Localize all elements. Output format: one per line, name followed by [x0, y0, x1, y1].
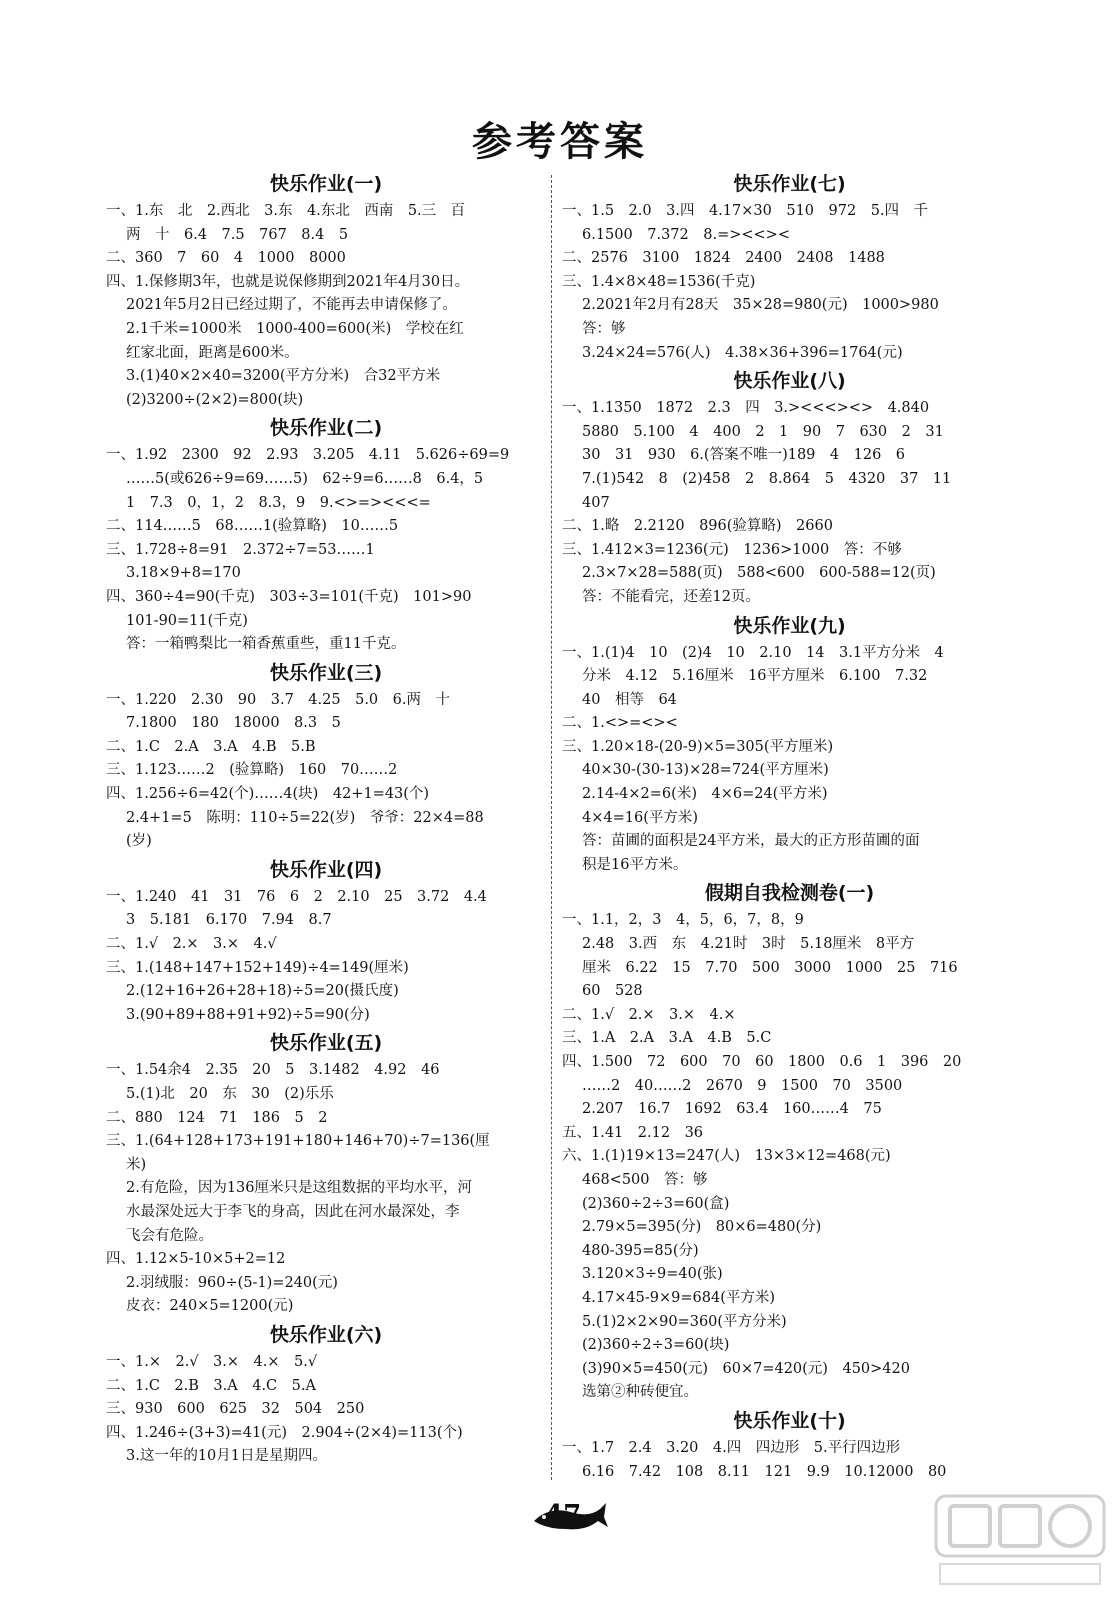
- answer-line: 2.有危险，因为136厘米只是这组数据的平均水平，河: [126, 1180, 473, 1197]
- right-column: [562, 168, 1017, 1484]
- answer-line: 3.这一年的10月1日是星期四。: [126, 1448, 328, 1465]
- answer-line: 2.羽绒服：960÷(5-1)=240(元): [126, 1274, 338, 1291]
- answer-line: 7.1800 180 18000 8.3 5: [126, 715, 341, 732]
- answer-line: (2)3200÷(2×2)=800(块): [126, 391, 304, 408]
- answer-line: 7.(1)542 8 (2)458 2 8.864 5 4320 37 11: [582, 470, 952, 487]
- section-heading: 快乐作业(九): [733, 614, 846, 637]
- answer-line: 480-395=85(分): [582, 1242, 699, 1259]
- answer-line: 30 31 930 6.(答案不唯一)189 4 126 6: [582, 447, 906, 464]
- answer-line: 2.79×5=395(分) 80×6=480(分): [582, 1219, 822, 1236]
- answer-line: 2021年5月2日已经过期了，不能再去申请保修了。: [126, 297, 457, 314]
- answer-line: 40 相等 64: [582, 691, 677, 708]
- answer-line: 3.(90+89+88+91+92)÷5=90(分): [126, 1006, 370, 1023]
- section-heading: 快乐作业(二): [269, 417, 383, 440]
- watermark-logo-icon: [930, 1490, 1110, 1590]
- section-heading: 快乐作业(四): [269, 858, 383, 881]
- answer-line: 二、1.C 2.A 3.A 4.B 5.B: [106, 738, 316, 755]
- answer-line: 4×4=16(平方米): [582, 809, 699, 826]
- answer-line: 分米 4.12 5.16厘米 16平方厘米 6.100 7.32: [582, 668, 928, 685]
- answer-line: 四、1.保修期3年，也就是说保修期到2021年4月30日。: [106, 273, 470, 290]
- answer-line: 2.14-4×2=6(米) 4×6=24(平方米): [582, 786, 828, 803]
- answer-line: 2.207 16.7 1692 63.4 160……4 75: [582, 1101, 882, 1118]
- answer-line: 5.(1)2×2×90=360(平方分米): [582, 1313, 787, 1330]
- answer-line: ……5(或626÷9=69……5) 62÷9=6……8 6.4，5: [126, 470, 484, 487]
- answer-line: 468<500 答：够: [582, 1171, 708, 1188]
- section-heading: 假期自我检测卷(一): [704, 882, 875, 905]
- answer-line: 3.18×9+8=170: [126, 565, 241, 582]
- answer-line: 二、1.<>=<><: [562, 715, 678, 732]
- answer-line: 红家北面，距离是600米。: [126, 344, 299, 361]
- answer-line: 厘米 6.22 15 7.70 500 3000 1000 25 716: [582, 959, 958, 976]
- answer-line: 二、2576 3100 1824 2400 2408 1488: [562, 250, 885, 267]
- answer-line: 60 528: [582, 983, 643, 1000]
- answer-line: 答：不能看完，还差12页。: [582, 588, 760, 605]
- answer-line: 2.3×7×28=588(页) 588<600 600-588=12(页): [582, 565, 936, 582]
- answer-line: 四、1.12×5-10×5+2=12: [106, 1251, 286, 1268]
- answer-line: 四、1.256÷6=42(个)……4(块) 42+1=43(个): [106, 786, 430, 803]
- answer-line: 四、1.246÷(3+3)=41(元) 2.904÷(2×4)=113(个): [106, 1424, 463, 1441]
- answer-line: 二、880 124 71 186 5 2: [106, 1109, 328, 1126]
- answer-line: 2.4+1=5 陈明：110÷5=22(岁) 爷爷：22×4=88: [126, 809, 484, 826]
- answer-line: 一、1.7 2.4 3.20 4.四 四边形 5.平行四边形: [562, 1439, 901, 1456]
- answer-line: 答：一箱鸭梨比一箱香蕉重些，重11千克。: [126, 636, 406, 653]
- answer-line: 一、1.(1)4 10 (2)4 10 2.10 14 3.1平方分米 4: [562, 644, 944, 661]
- answer-line: 二、1.略 2.2120 896(验算略) 2660: [562, 518, 833, 535]
- answer-line: 3.(1)40×2×40=3200(平方分米) 合32平方米: [126, 368, 441, 385]
- answer-line: 水最深处远大于李飞的身高，因此在河水最深处，李: [126, 1203, 460, 1220]
- answer-line: 一、1.1350 1872 2.3 四 3.><<<><> 4.840: [562, 400, 930, 417]
- section-heading: 快乐作业(一): [269, 173, 383, 195]
- answer-line: 101-90=11(千克): [126, 612, 248, 629]
- answer-line: 5.(1)北 20 东 30 (2)乐乐: [126, 1086, 334, 1102]
- answer-line: 四、360÷4=90(千克) 303÷3=101(千克) 101>90: [106, 588, 472, 605]
- answer-line: (3)90×5=450(元) 60×7=420(元) 450>420: [582, 1360, 910, 1377]
- section-heading: 快乐作业(七): [733, 173, 846, 195]
- answer-line: 三、1.(148+147+152+149)÷4=149(厘米): [106, 959, 409, 976]
- answer-line: 6.16 7.42 108 8.11 121 9.9 10.12000 80: [582, 1463, 947, 1480]
- answer-line: 三、1.412×3=1236(元) 1236>1000 答：不够: [562, 541, 902, 558]
- answer-line: 两 十 6.4 7.5 767 8.4 5: [126, 226, 349, 243]
- section-heading: 快乐作业(八): [733, 370, 846, 393]
- answer-line: 皮衣：240×5=1200(元): [126, 1298, 294, 1315]
- section-heading: 快乐作业(十): [733, 1409, 846, 1432]
- answer-line: 三、1.A 2.A 3.A 4.B 5.C: [562, 1030, 772, 1047]
- answer-line: 二、1.√ 2.× 3.× 4.√: [106, 936, 277, 953]
- answer-line: 2.2021年2月有28天 35×28=980(元) 1000>980: [582, 297, 939, 314]
- answer-line: 一、1.240 41 31 76 6 2 2.10 25 3.72 4.4: [106, 888, 487, 905]
- column-divider: [551, 175, 552, 1480]
- answer-line: 2.1千米=1000米 1000-400=600(米) 学校在红: [126, 320, 464, 337]
- answer-line: 六、1.(1)19×13=247(人) 13×3×12=468(元): [562, 1148, 891, 1165]
- answer-line: 407: [582, 494, 610, 511]
- answer-line: 一、1.东 北 2.西北 3.东 4.东北 西南 5.三 百: [106, 203, 466, 219]
- answer-line: (岁): [126, 833, 152, 850]
- answer-line: 积是16平方米。: [582, 856, 688, 873]
- answer-line: 1 7.3 0，1，2 8.3，9 9.<>=><<<=: [126, 494, 431, 511]
- answer-line: 6.1500 7.372 8.=><<><: [582, 226, 790, 243]
- answer-line: 一、1.5 2.0 3.四 4.17×30 510 972 5.四 千: [562, 203, 929, 219]
- answer-line: 一、1.92 2300 92 2.93 3.205 4.11 5.626÷69=9: [106, 447, 510, 464]
- answer-line: 二、1.C 2.B 3.A 4.C 5.A: [106, 1377, 316, 1394]
- answer-line: 一、1.1，2，3 4，5，6，7，8，9: [562, 912, 804, 929]
- answer-line: 四、1.500 72 600 70 60 1800 0.6 1 396 20: [562, 1054, 962, 1070]
- answer-line: 三、1.123……2 (验算略) 160 70……2: [106, 762, 398, 779]
- answer-line: 三、930 600 625 32 504 250: [106, 1401, 365, 1418]
- answer-line: (2)360÷2÷3=60(块): [582, 1337, 730, 1354]
- section-heading: 快乐作业(三): [269, 661, 383, 684]
- answer-line: 答：苗圃的面积是24平方米，最大的正方形苗圃的面: [582, 833, 920, 850]
- page-title: 参考答案: [472, 118, 648, 165]
- answer-line: 3 5.181 6.170 7.94 8.7: [126, 912, 332, 929]
- answer-line: ……2 40……2 2670 9 1500 70 3500: [582, 1077, 903, 1094]
- answer-line: (2)360÷2÷3=60(盒): [582, 1195, 730, 1212]
- answer-line: 40×30-(30-13)×28=724(平方厘米): [582, 762, 829, 779]
- answer-line: 一、1.× 2.√ 3.× 4.× 5.√: [106, 1353, 318, 1370]
- answer-line: 二、114……5 68……1(验算略) 10……5: [106, 518, 399, 535]
- answer-line: 三、1.(64+128+173+191+180+146+70)÷7=136(厘: [106, 1133, 490, 1150]
- answer-line: 3.24×24=576(人) 4.38×36+396=1764(元): [582, 344, 903, 361]
- page-number: 47: [545, 1500, 582, 1530]
- answer-line: 答：够: [582, 320, 626, 337]
- answer-line: 五、1.41 2.12 36: [562, 1124, 704, 1141]
- answer-line: 5880 5.100 4 400 2 1 90 7 630 2 31: [582, 423, 944, 440]
- answer-line: 二、360 7 60 4 1000 8000: [106, 250, 346, 267]
- answer-line: 二、1.√ 2.× 3.× 4.×: [562, 1006, 736, 1023]
- answer-line: 一、1.54余4 2.35 20 5 3.1482 4.92 46: [106, 1062, 440, 1079]
- section-heading: 快乐作业(六): [269, 1323, 383, 1346]
- answer-line: 三、1.728÷8=91 2.372÷7=53……1: [106, 541, 375, 558]
- answer-line: 4.17×45-9×9=684(平方米): [582, 1289, 776, 1306]
- answer-line: 米): [126, 1156, 147, 1173]
- answer-line: 3.120×3÷9=40(张): [582, 1266, 723, 1283]
- left-column: [106, 168, 546, 1469]
- answer-line: 选第②种砖便宜。: [582, 1384, 698, 1401]
- answer-line: 三、1.20×18-(20-9)×5=305(平方厘米): [562, 738, 834, 755]
- answer-line: 一、1.220 2.30 90 3.7 4.25 5.0 6.两 十: [106, 691, 450, 708]
- answer-line: 三、1.4×8×48=1536(千克): [562, 273, 756, 290]
- answer-line: 飞会有危险。: [126, 1227, 213, 1244]
- answer-line: 2.(12+16+26+28+18)÷5=20(摄氏度): [126, 983, 399, 1000]
- answer-line: 2.48 3.西 东 4.21时 3时 5.18厘米 8平方: [582, 936, 915, 953]
- section-heading: 快乐作业(五): [269, 1032, 383, 1055]
